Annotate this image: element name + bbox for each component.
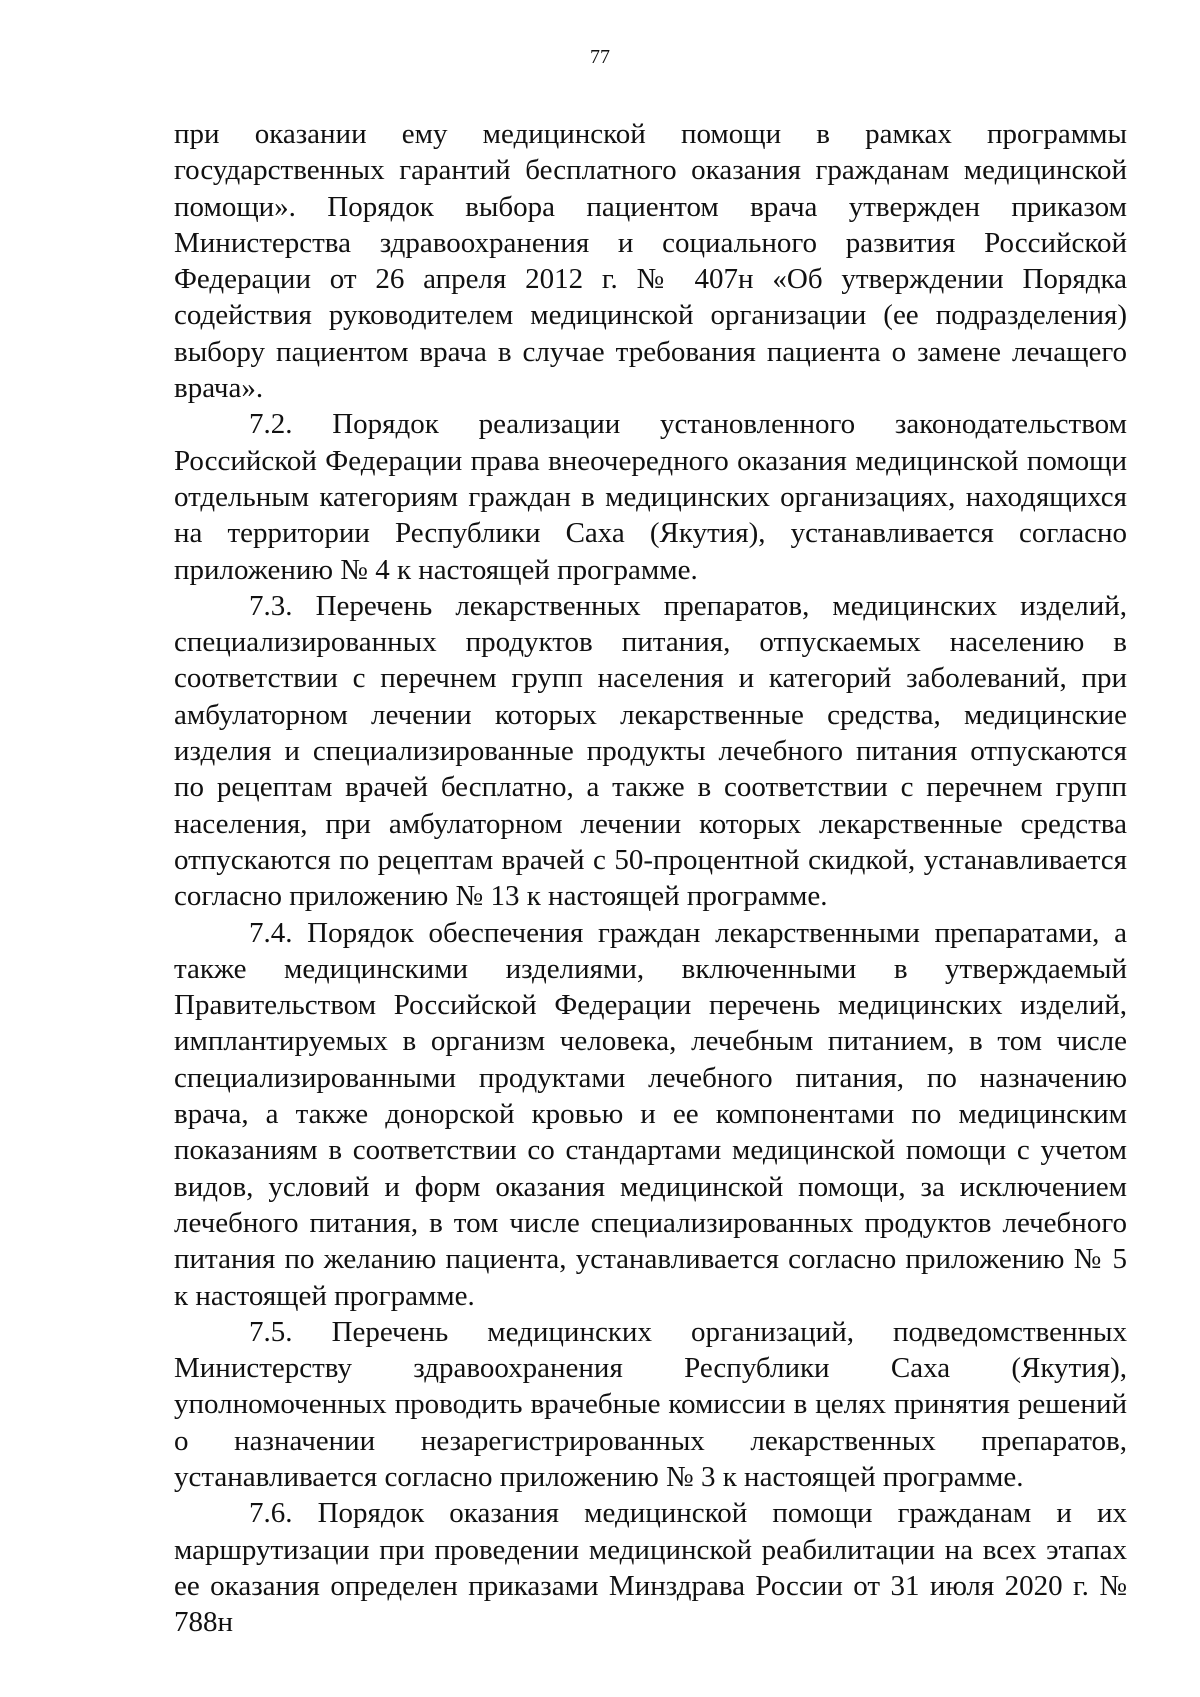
paragraph-7-3: 7.3. Перечень лекарственных препаратов, медицинских изделий, специализированных продуктов питания, отпускаемых населению в соответствии с перечнем групп населения и категорий заболеваний, при амбулаторном лечении которых лекарственные средства, медицинские изделия и специализированные продукты лечебного питания отпускаются по рецептам врачей бесплатно, а также в соответствии с перечнем групп населения, при амбулаторном лечении которых лекарственные средства отпускаются по рецептам врачей с 50-процентной скидкой, устанавливается согласно приложению № 13 к настоящей программе.	[174, 589, 1127, 913]
paragraph-continuation: при оказании ему медицинской помощи в рамках программы государственных гарантий бесплатного оказания гражданам медицинской помощи». Порядок выбора пациентом врача утвержден приказом Министерства здравоохранения и социального развития Российской Федерации от 26 апреля 2012 г. № 407н «Об утверждении Порядка содействия руководителем медицинской организации (ее подразделения) выбору пациентом врача в случае требования пациента о замене лечащего врача».	[174, 118, 1127, 405]
paragraph-7-2: 7.2. Порядок реализации установленного законодательством Российской Федерации права внеочередного оказания медицинской помощи отдельным категориям граждан в медицинских организациях, находящихся на территории Республики Саха (Якутия), устанавливается согласно приложению № 4 к настоящей программе.	[174, 408, 1127, 586]
document-body	[174, 116, 1127, 1640]
paragraph-7-6: 7.6. Порядок оказания медицинской помощи гражданам и их маршрутизации при проведении медицинской реабилитации на всех этапах ее оказания определен приказами Минздрава России от 31 июля 2020 г. № 788н	[174, 1497, 1127, 1639]
page-number: 77	[590, 46, 610, 68]
paragraph-7-5: 7.5. Перечень медицинских организаций, подведомственных Министерству здравоохранения Республики Саха (Якутия), уполномоченных проводить врачебные комиссии в целях принятия решений о назначении незарегистрированных лекарственных препаратов, устанавливается согласно приложению № 3 к настоящей программе.	[174, 1315, 1127, 1493]
paragraph-7-4: 7.4. Порядок обеспечения граждан лекарственными препаратами, а также медицинскими изделиями, включенными в утверждаемый Правительством Российской Федерации перечень медицинских изделий, имплантируемых в организм человека, лечебным питанием, в том числе специализированными продуктами лечебного питания, по назначению врача, а также донорской кровью и ее компонентами по медицинским показаниям в соответствии со стандартами медицинской помощи с учетом видов, условий и форм оказания медицинской помощи, за исключением лечебного питания, в том числе специализированных продуктов лечебного питания по желанию пациента, устанавливается согласно приложению № 5 к настоящей программе.	[174, 916, 1127, 1312]
